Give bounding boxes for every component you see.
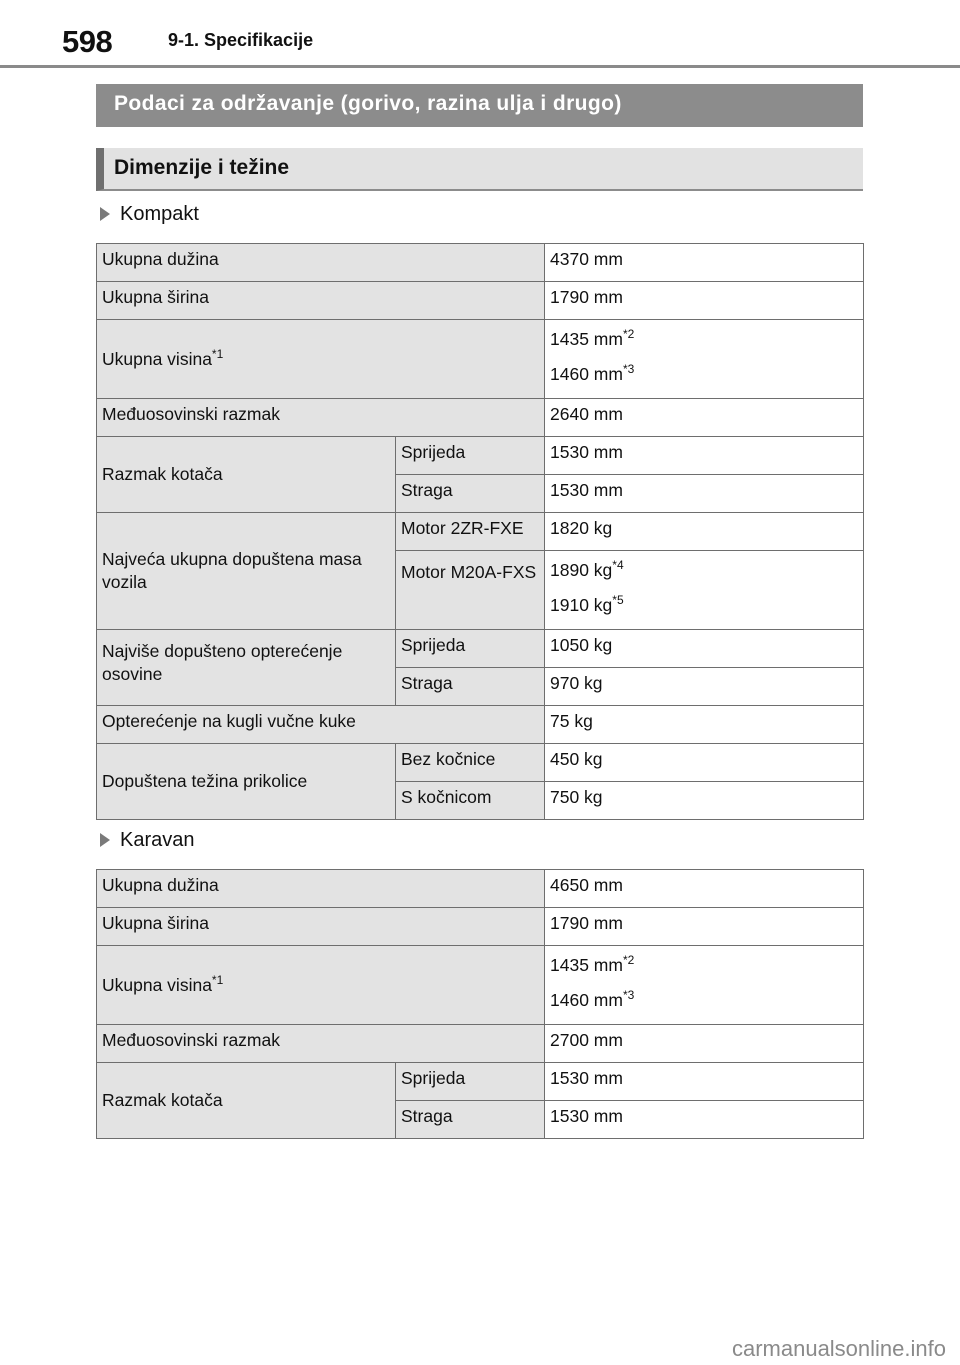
table-row xyxy=(97,946,864,1025)
table-row xyxy=(97,513,864,551)
footnote-ref: *4 xyxy=(612,558,624,573)
watermark: carmanualsonline.info xyxy=(731,1336,946,1361)
triangle-bullet-icon xyxy=(100,833,110,847)
sub-label: Straga xyxy=(396,475,545,513)
row-value: 1530 mm xyxy=(545,475,864,513)
sub-label: Motor 2ZR-FXE xyxy=(396,513,545,551)
chapter-title: 9-1. Specifikacije xyxy=(168,30,314,50)
row-value: 1790 mm xyxy=(545,908,864,946)
value-text: 1460 mm xyxy=(550,990,623,1010)
variant-label: Kompakt xyxy=(120,203,199,225)
table-row xyxy=(97,437,864,475)
row-label: Opterećenje na kugli vučne kuke xyxy=(97,706,545,744)
footnote-ref: *1 xyxy=(211,972,224,987)
row-label: Razmak kotača xyxy=(97,1063,396,1139)
row-value: 1790 mm xyxy=(545,282,864,320)
value-text: 1890 kg xyxy=(550,560,613,580)
variant-heading-kompakt xyxy=(100,203,199,226)
sub-label: Sprijeda xyxy=(396,1063,545,1101)
row-label: Ukupna širina xyxy=(97,282,545,320)
row-label: Dopuštena težina prikolice xyxy=(97,744,396,820)
table-row xyxy=(97,282,864,320)
triangle-bullet-icon xyxy=(100,207,110,221)
row-label: Ukupna dužina xyxy=(97,870,545,908)
row-label: Ukupna dužina xyxy=(97,244,545,282)
table-row xyxy=(97,744,864,782)
footnote-ref: *5 xyxy=(612,593,624,608)
sub-label: Straga xyxy=(396,1101,545,1139)
variant-heading-karavan xyxy=(100,829,195,852)
row-value: 2700 mm xyxy=(545,1025,864,1063)
karavan-spec-table xyxy=(96,869,864,1139)
row-label xyxy=(97,320,545,399)
table-row xyxy=(97,630,864,668)
value-text: 1460 mm xyxy=(550,364,623,384)
table-row xyxy=(97,320,864,399)
table-row xyxy=(97,870,864,908)
footnote-ref: *1 xyxy=(211,346,224,361)
table-row xyxy=(97,1063,864,1101)
table-row xyxy=(97,244,864,282)
section-title: Podaci za održavanje (gorivo, razina ulja i drugo) xyxy=(96,84,863,127)
height-label-text: Ukupna visina xyxy=(102,974,212,995)
row-value: 2640 mm xyxy=(545,399,864,437)
height-label-text: Ukupna visina xyxy=(102,348,212,369)
footnote-ref: *2 xyxy=(622,327,635,342)
subsection-title: Dimenzije i težine xyxy=(96,148,863,191)
row-value: 4650 mm xyxy=(545,870,864,908)
sub-label: Motor M20A-FXS xyxy=(396,551,545,630)
sub-label: Bez kočnice xyxy=(396,744,545,782)
row-label: Razmak kotača xyxy=(97,437,396,513)
kompakt-spec-table xyxy=(96,243,864,820)
row-label xyxy=(97,946,545,1025)
table-row xyxy=(97,908,864,946)
footnote-ref: *3 xyxy=(622,362,635,377)
row-value xyxy=(545,946,864,1025)
value-text: 1435 mm xyxy=(550,329,623,349)
row-label: Ukupna širina xyxy=(97,908,545,946)
row-value: 750 kg xyxy=(545,782,864,820)
sub-label: Straga xyxy=(396,668,545,706)
row-value: 1530 mm xyxy=(545,1101,864,1139)
row-value xyxy=(545,320,864,399)
table-row xyxy=(97,399,864,437)
header-divider xyxy=(0,65,960,68)
value-text: 1435 mm xyxy=(550,955,623,975)
row-label: Međuosovinski razmak xyxy=(97,399,545,437)
variant-label: Karavan xyxy=(120,829,195,851)
footnote-ref: *2 xyxy=(622,953,635,968)
row-label: Najveća ukupna dopuštena masa vozila xyxy=(97,513,396,630)
sub-label: Sprijeda xyxy=(396,437,545,475)
row-value: 75 kg xyxy=(545,706,864,744)
row-value: 1050 kg xyxy=(545,630,864,668)
row-value: 4370 mm xyxy=(545,244,864,282)
row-value xyxy=(545,551,864,630)
row-value: 1530 mm xyxy=(545,437,864,475)
table-row xyxy=(97,1025,864,1063)
footnote-ref: *3 xyxy=(622,988,635,1003)
row-label: Međuosovinski razmak xyxy=(97,1025,545,1063)
row-value: 1820 kg xyxy=(545,513,864,551)
page-number: 598 xyxy=(62,24,113,59)
row-label: Najviše dopušteno opterećenje osovine xyxy=(97,630,396,706)
row-value: 970 kg xyxy=(545,668,864,706)
sub-label: S kočnicom xyxy=(396,782,545,820)
row-value: 1530 mm xyxy=(545,1063,864,1101)
table-row xyxy=(97,706,864,744)
row-value: 450 kg xyxy=(545,744,864,782)
sub-label: Sprijeda xyxy=(396,630,545,668)
value-text: 1910 kg xyxy=(550,595,613,615)
